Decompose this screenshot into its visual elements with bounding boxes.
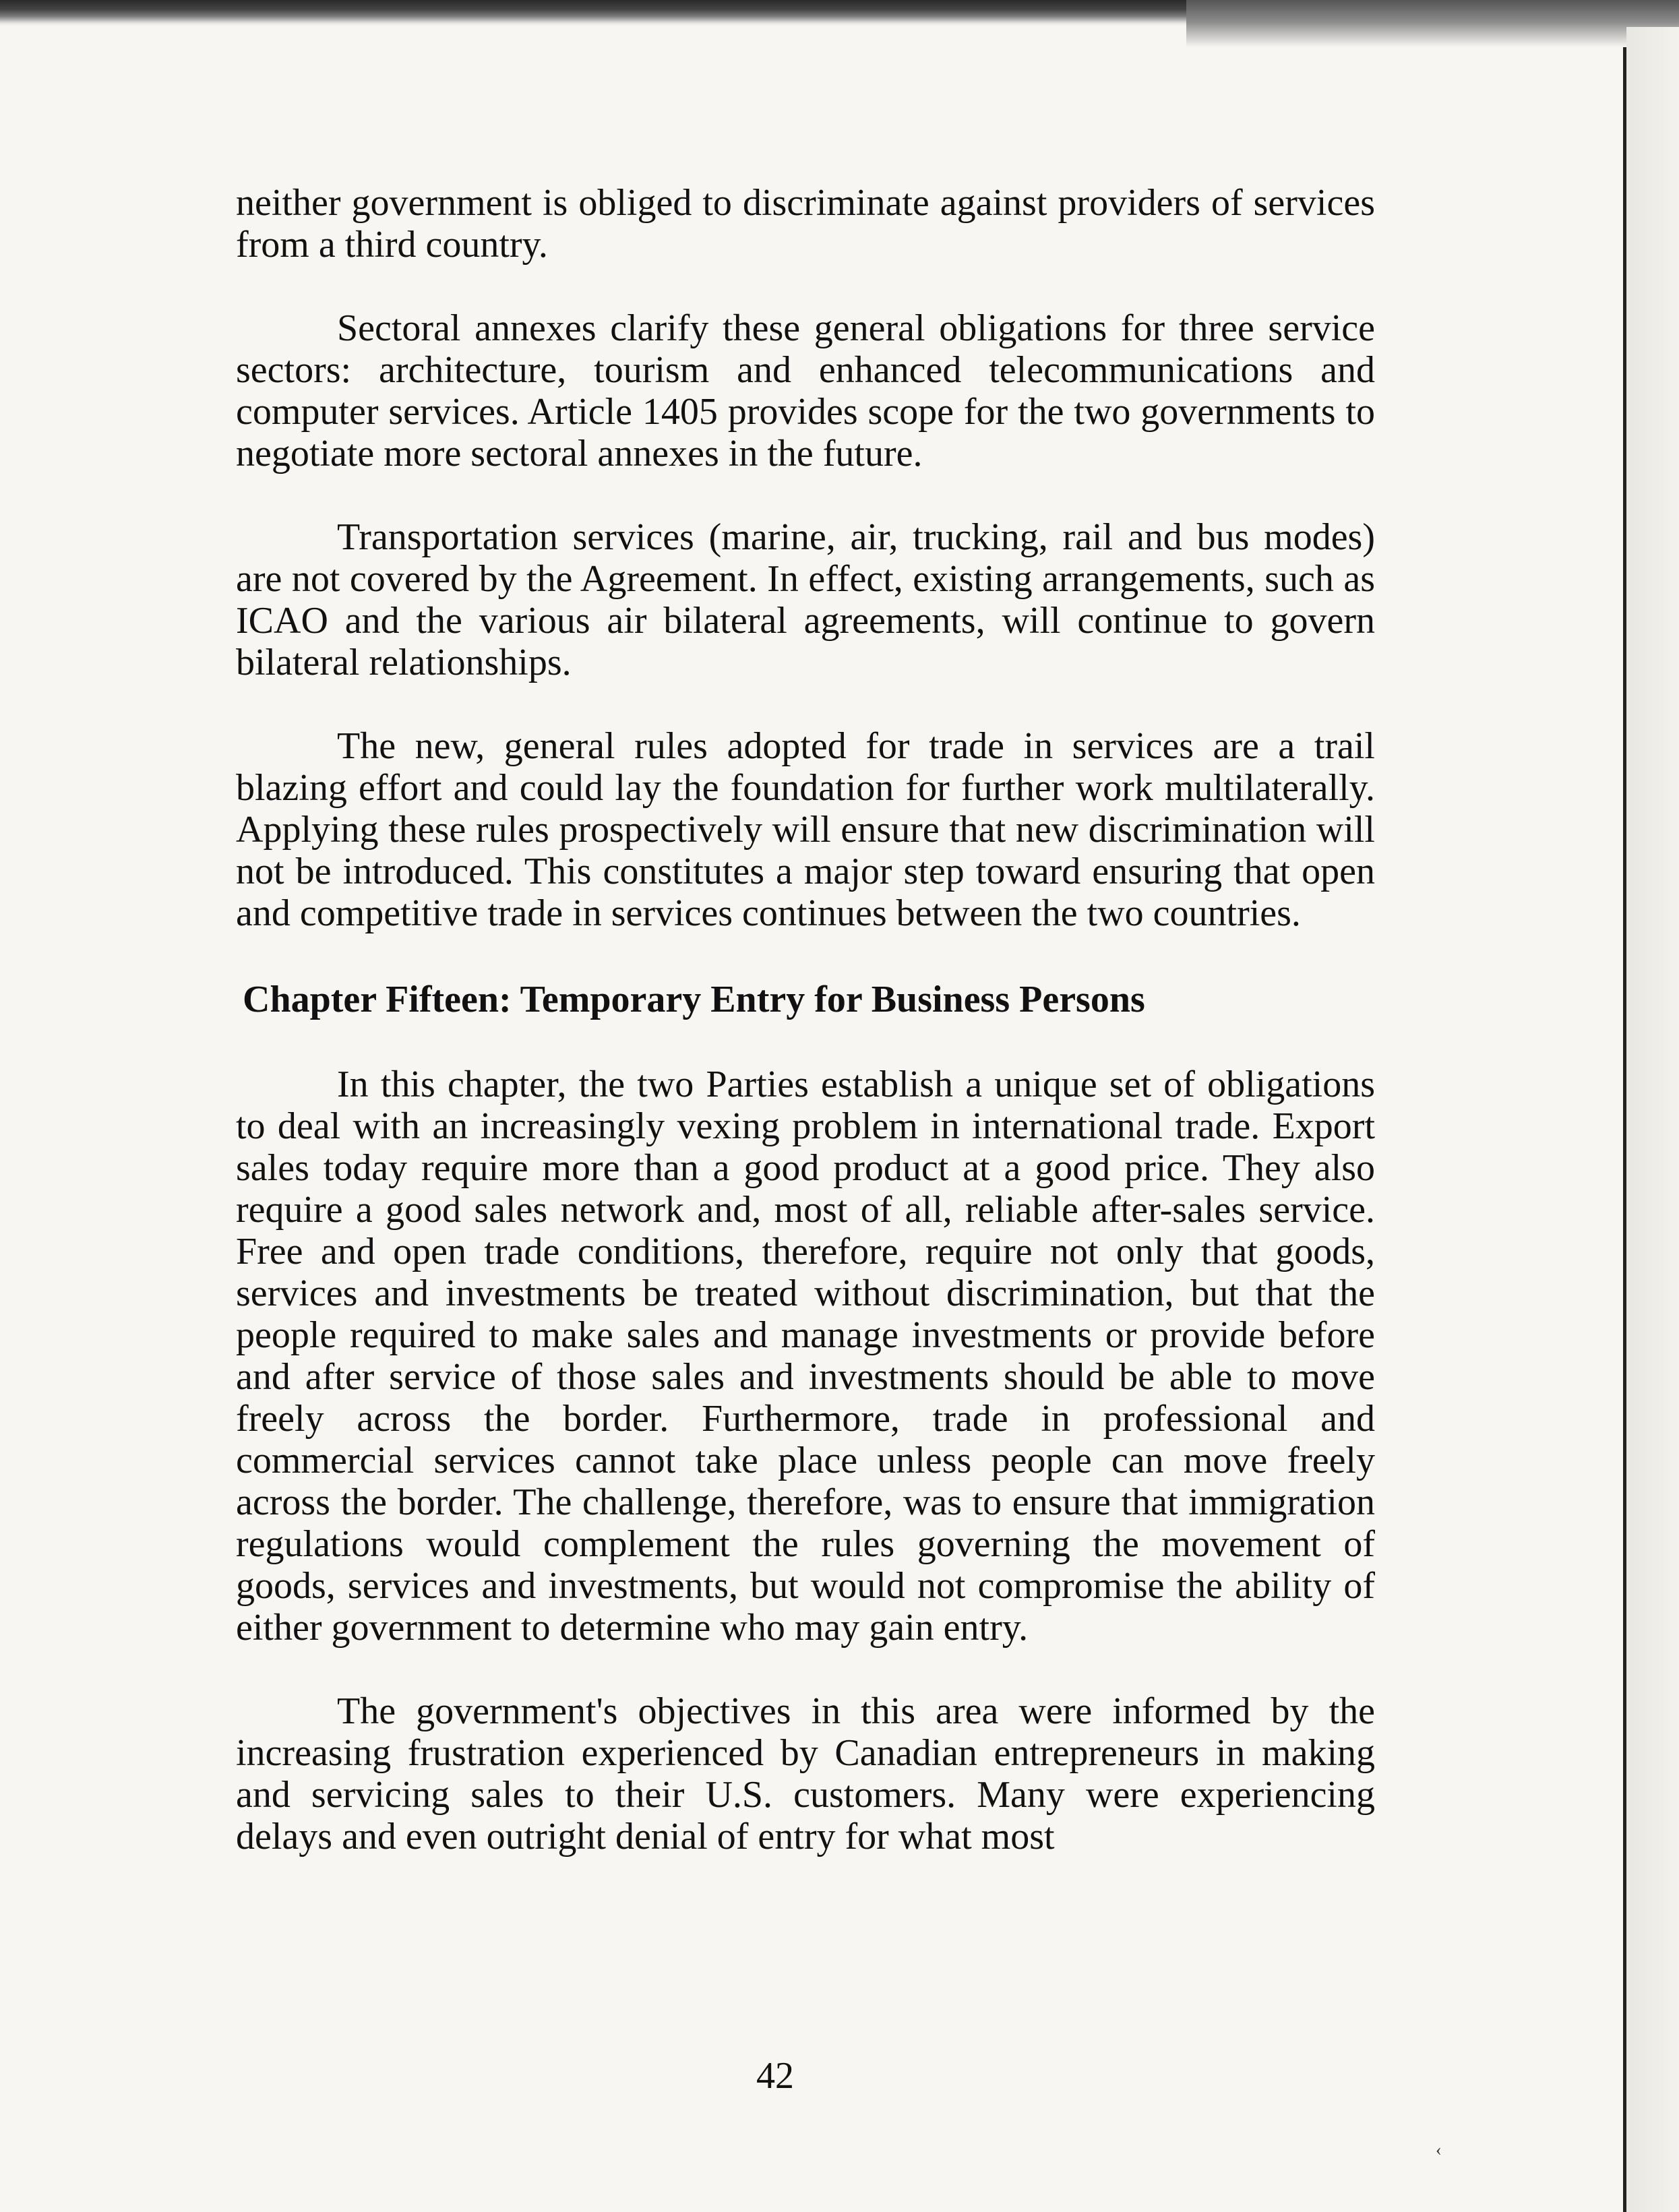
paragraph-3: Transportation services (marine, air, trucking, rail and bus modes) are not covered by the Agreement. In effect, existing arrangements, such as ICAO and the various air bilateral agreements, will continue to govern bilateral relationships.: [236, 516, 1375, 683]
paragraph-1: neither government is obliged to discriminate against providers of services from a third country.: [236, 182, 1375, 266]
paragraph-6: The government's objectives in this area were informed by the increasing frustration experienced by Canadian entrepreneurs in making and servicing sales to their U.S. customers. Many were experiencing delays and even outright denial of entry for what most: [236, 1690, 1375, 1857]
binding-line: [1623, 47, 1626, 2212]
page-body: [236, 182, 1375, 1899]
chapter-heading: Chapter Fifteen: Temporary Entry for Business Persons: [243, 979, 1145, 1020]
binding-shadow: [1626, 27, 1679, 2212]
paragraph-2: Sectoral annexes clarify these general obligations for three service sectors: architecture, tourism and enhanced telecommunications and computer services. Article 1405 provides scope for the two governments to negotiate more sectoral annexes in the future.: [236, 307, 1375, 474]
paragraph-4: The new, general rules adopted for trade in services are a trail blazing effort and could lay the foundation for further work multilaterally. Applying these rules prospectively will ensure that new discrimination will not be introduced. This constitutes a major step toward ensuring that open and competitive trade in services continues between the two countries.: [236, 725, 1375, 934]
scan-top-shadow: [1186, 0, 1679, 47]
paragraph-5: In this chapter, the two Parties establish a unique set of obligations to deal with an increasingly vexing problem in international trade. Export sales today require more than a good product at a good price. They also require a good sales network and, most of all, reliable after-sales service. Free and open trade conditions, therefore, require not only that goods, services and investments be treated without discrimination, but that the people required to make sales and manage investments or provide before and after service of those sales and investments should be able to move freely across the border. Furthermore, trade in professional and commercial services cannot take place unless people can move freely across the border. The challenge, therefore, was to ensure that immigration regulations would complement the rules governing the movement of goods, services and investments, but would not compromise the ability of either government to determine who may gain entry.: [236, 1064, 1375, 1649]
margin-mark: ‹: [1436, 2140, 1442, 2159]
page-number: 42: [756, 2055, 794, 2097]
